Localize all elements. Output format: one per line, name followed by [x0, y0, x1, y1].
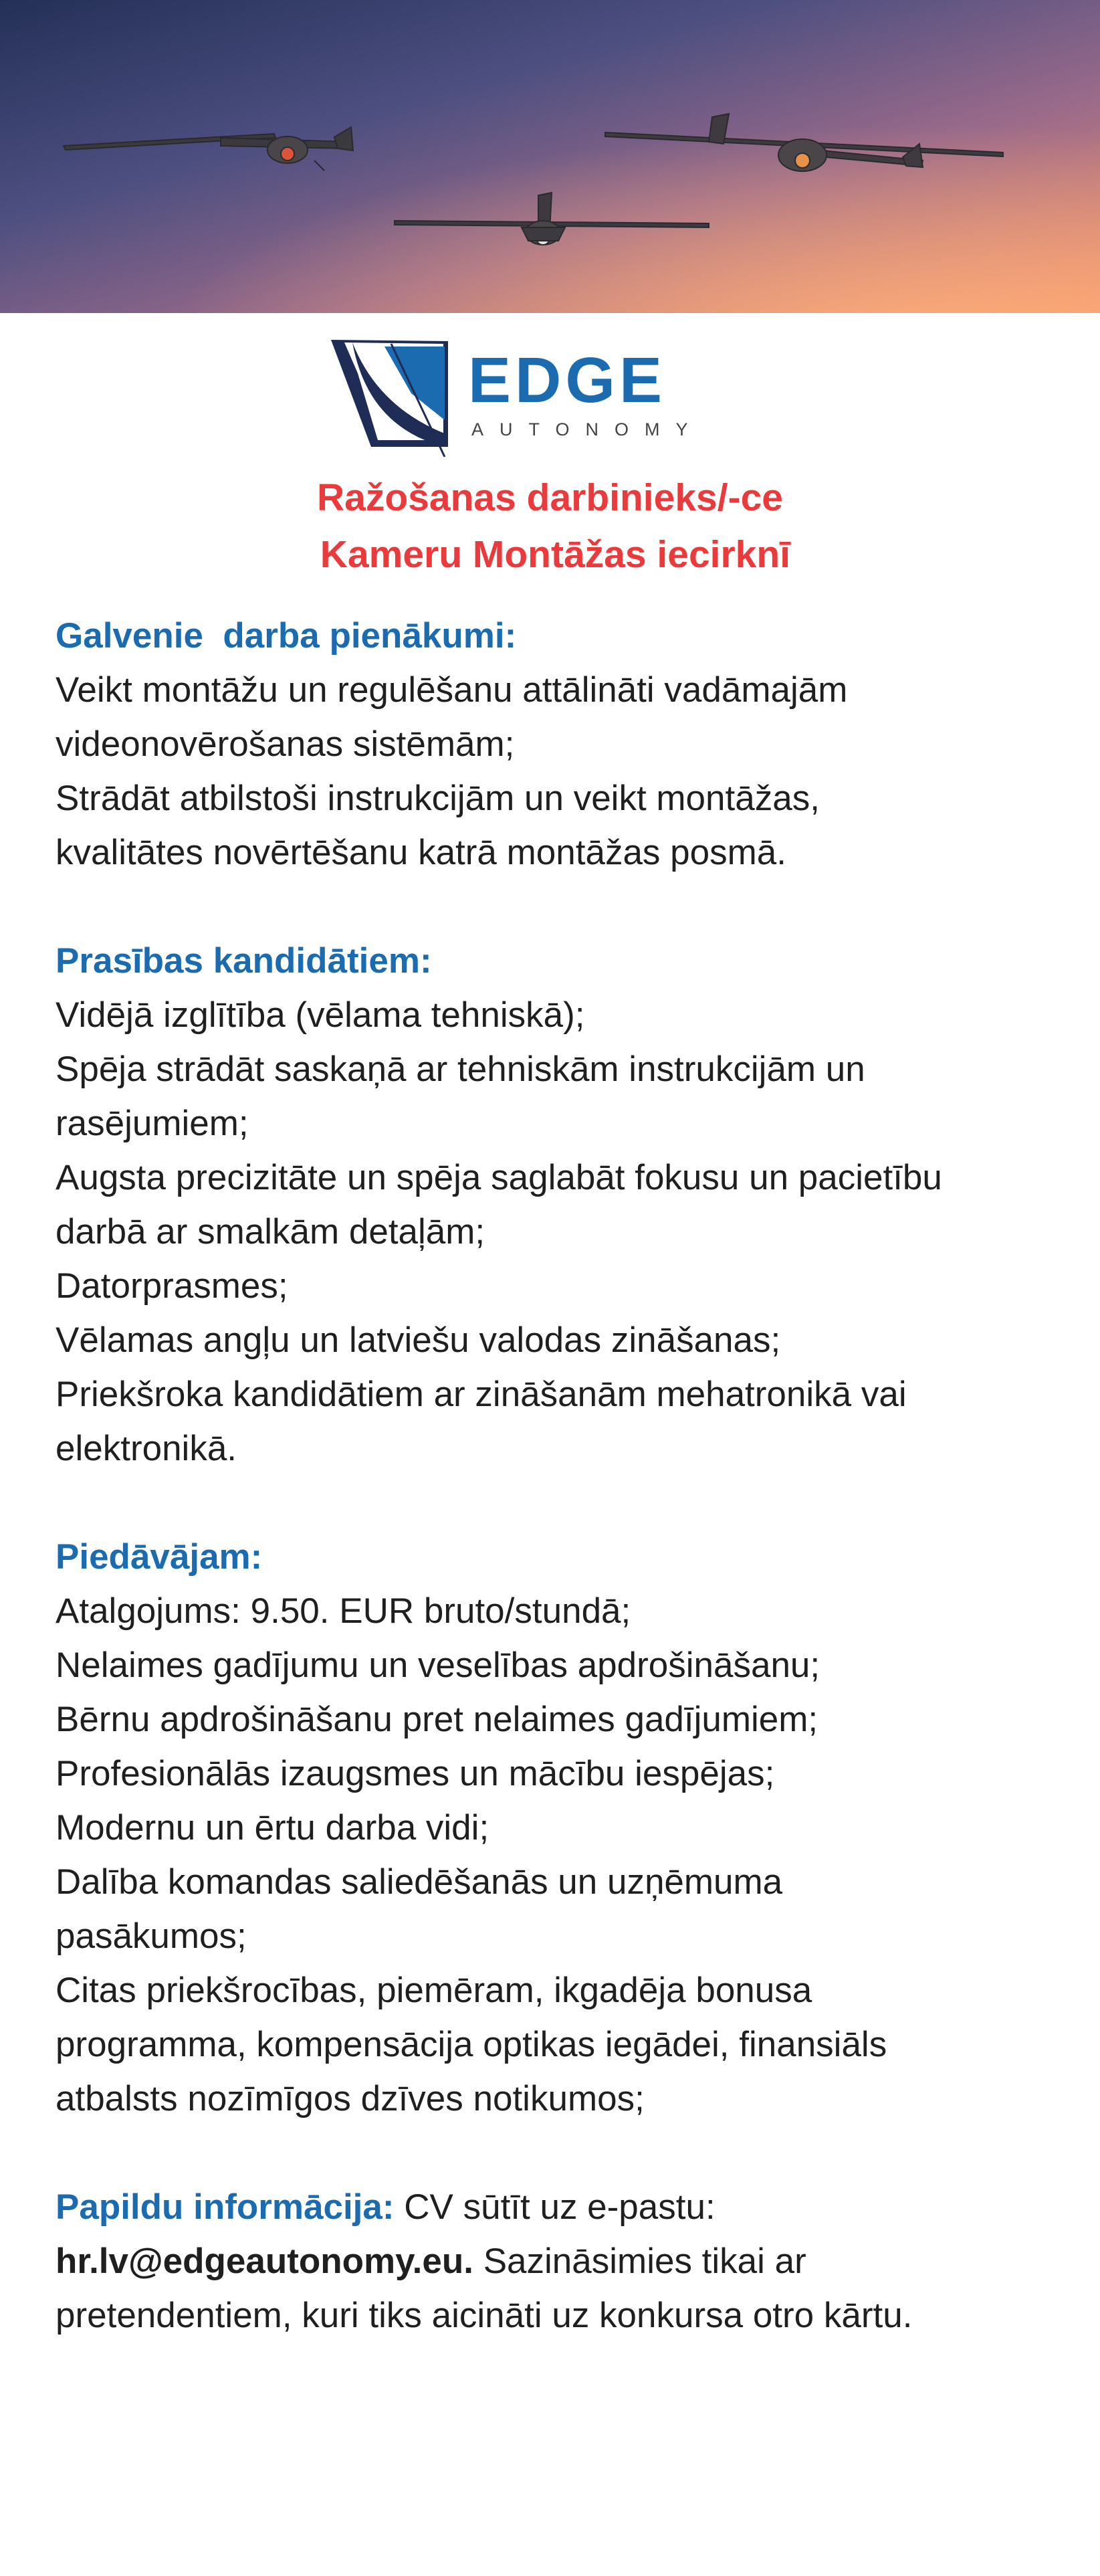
offer-line: Atalgojums: 9.50. EUR bruto/stundā;: [56, 1591, 631, 1631]
title-line-2: Kameru Montāžas iecirknī: [309, 533, 791, 576]
spacer: [56, 1476, 1059, 1530]
job-description: [56, 609, 1059, 2343]
requirements-line: Priekšroka kandidātiem ar zināšanām mehatronikā vai: [56, 1375, 907, 1414]
offer-line: Nelaimes gadījumu un veselības apdrošināšanu;: [56, 1646, 820, 1685]
offer-line: pasākumos;: [56, 1916, 247, 1956]
logo-sub-text: AUTONOMY: [471, 419, 704, 439]
job-title: [0, 470, 1100, 583]
contact-email[interactable]: hr.lv@edgeautonomy.eu.: [56, 2242, 473, 2281]
drones-sunset-image: [0, 0, 1100, 313]
contact-email-tail: Sazināsimies tikai ar: [473, 2242, 806, 2281]
extra-info-line-3: pretendentiem, kuri tiks aicināti uz konkursa otro kārtu.: [56, 2296, 913, 2335]
requirements-line: elektronikā.: [56, 1429, 237, 1468]
offer-line: Citas priekšrocības, piemēram, ikgadēja bonusa: [56, 1971, 812, 2010]
duties-line: kvalitātes novērtēšanu katrā montāžas posmā.: [56, 833, 786, 872]
requirements-line: Vidējā izglītība (vēlama tehniskā);: [56, 995, 585, 1035]
edge-autonomy-logo: [331, 333, 746, 457]
duties-line: Veikt montāžu un regulēšanu attālināti vadāmajām: [56, 670, 848, 710]
spacer: [56, 2126, 1059, 2180]
requirements-heading: Prasības kandidātiem:: [56, 941, 432, 981]
title-line-1: Ražošanas darbinieks/-ce: [317, 476, 783, 519]
duties-line: videonovērošanas sistēmām;: [56, 724, 515, 764]
extra-info-line-1: [56, 2180, 1059, 2234]
offer-line: Modernu un ērtu darba vidi;: [56, 1808, 489, 1848]
requirements-line: Datorprasmes;: [56, 1266, 288, 1306]
offer-line: Bērnu apdrošināšanu pret nelaimes gadījumiem;: [56, 1700, 818, 1739]
requirements-line: darbā ar smalkām detaļām;: [56, 1212, 485, 1252]
requirements-line: Spēja strādāt saskaņā ar tehniskām instrukcijām un: [56, 1050, 865, 1089]
extra-info-heading: Papildu informācija:: [56, 2187, 395, 2227]
duties-heading: Galvenie darba pienākumi:: [56, 616, 517, 656]
duties-line: Strādāt atbilstoši instrukcijām un veikt montāžas,: [56, 779, 820, 818]
offer-line: Profesionālās izaugsmes un mācību iespējas;: [56, 1754, 775, 1793]
edge-autonomy-logo-mark: [331, 333, 746, 457]
logo-brand-text: EDGE: [468, 344, 667, 416]
requirements-line: Augsta precizitāte un spēja saglabāt fokusu un pacietību: [56, 1158, 942, 1197]
offer-heading: Piedāvājam:: [56, 1537, 263, 1577]
offer-line: programma, kompensācija optikas iegādei, finansiāls: [56, 2025, 887, 2064]
hero-banner: [0, 0, 1100, 313]
requirements-line: Vēlamas angļu un latviešu valodas zināšanas;: [56, 1320, 781, 1360]
requirements-line: rasējumiem;: [56, 1104, 249, 1143]
extra-info-heading-tail: CV sūtīt uz e-pastu:: [394, 2187, 716, 2227]
offer-line: Dalība komandas saliedēšanās un uzņēmuma: [56, 1862, 783, 1902]
spacer: [56, 880, 1059, 934]
extra-info-line-2: [56, 2234, 1059, 2288]
offer-line: atbalsts nozīmīgos dzīves notikumos;: [56, 2079, 645, 2118]
